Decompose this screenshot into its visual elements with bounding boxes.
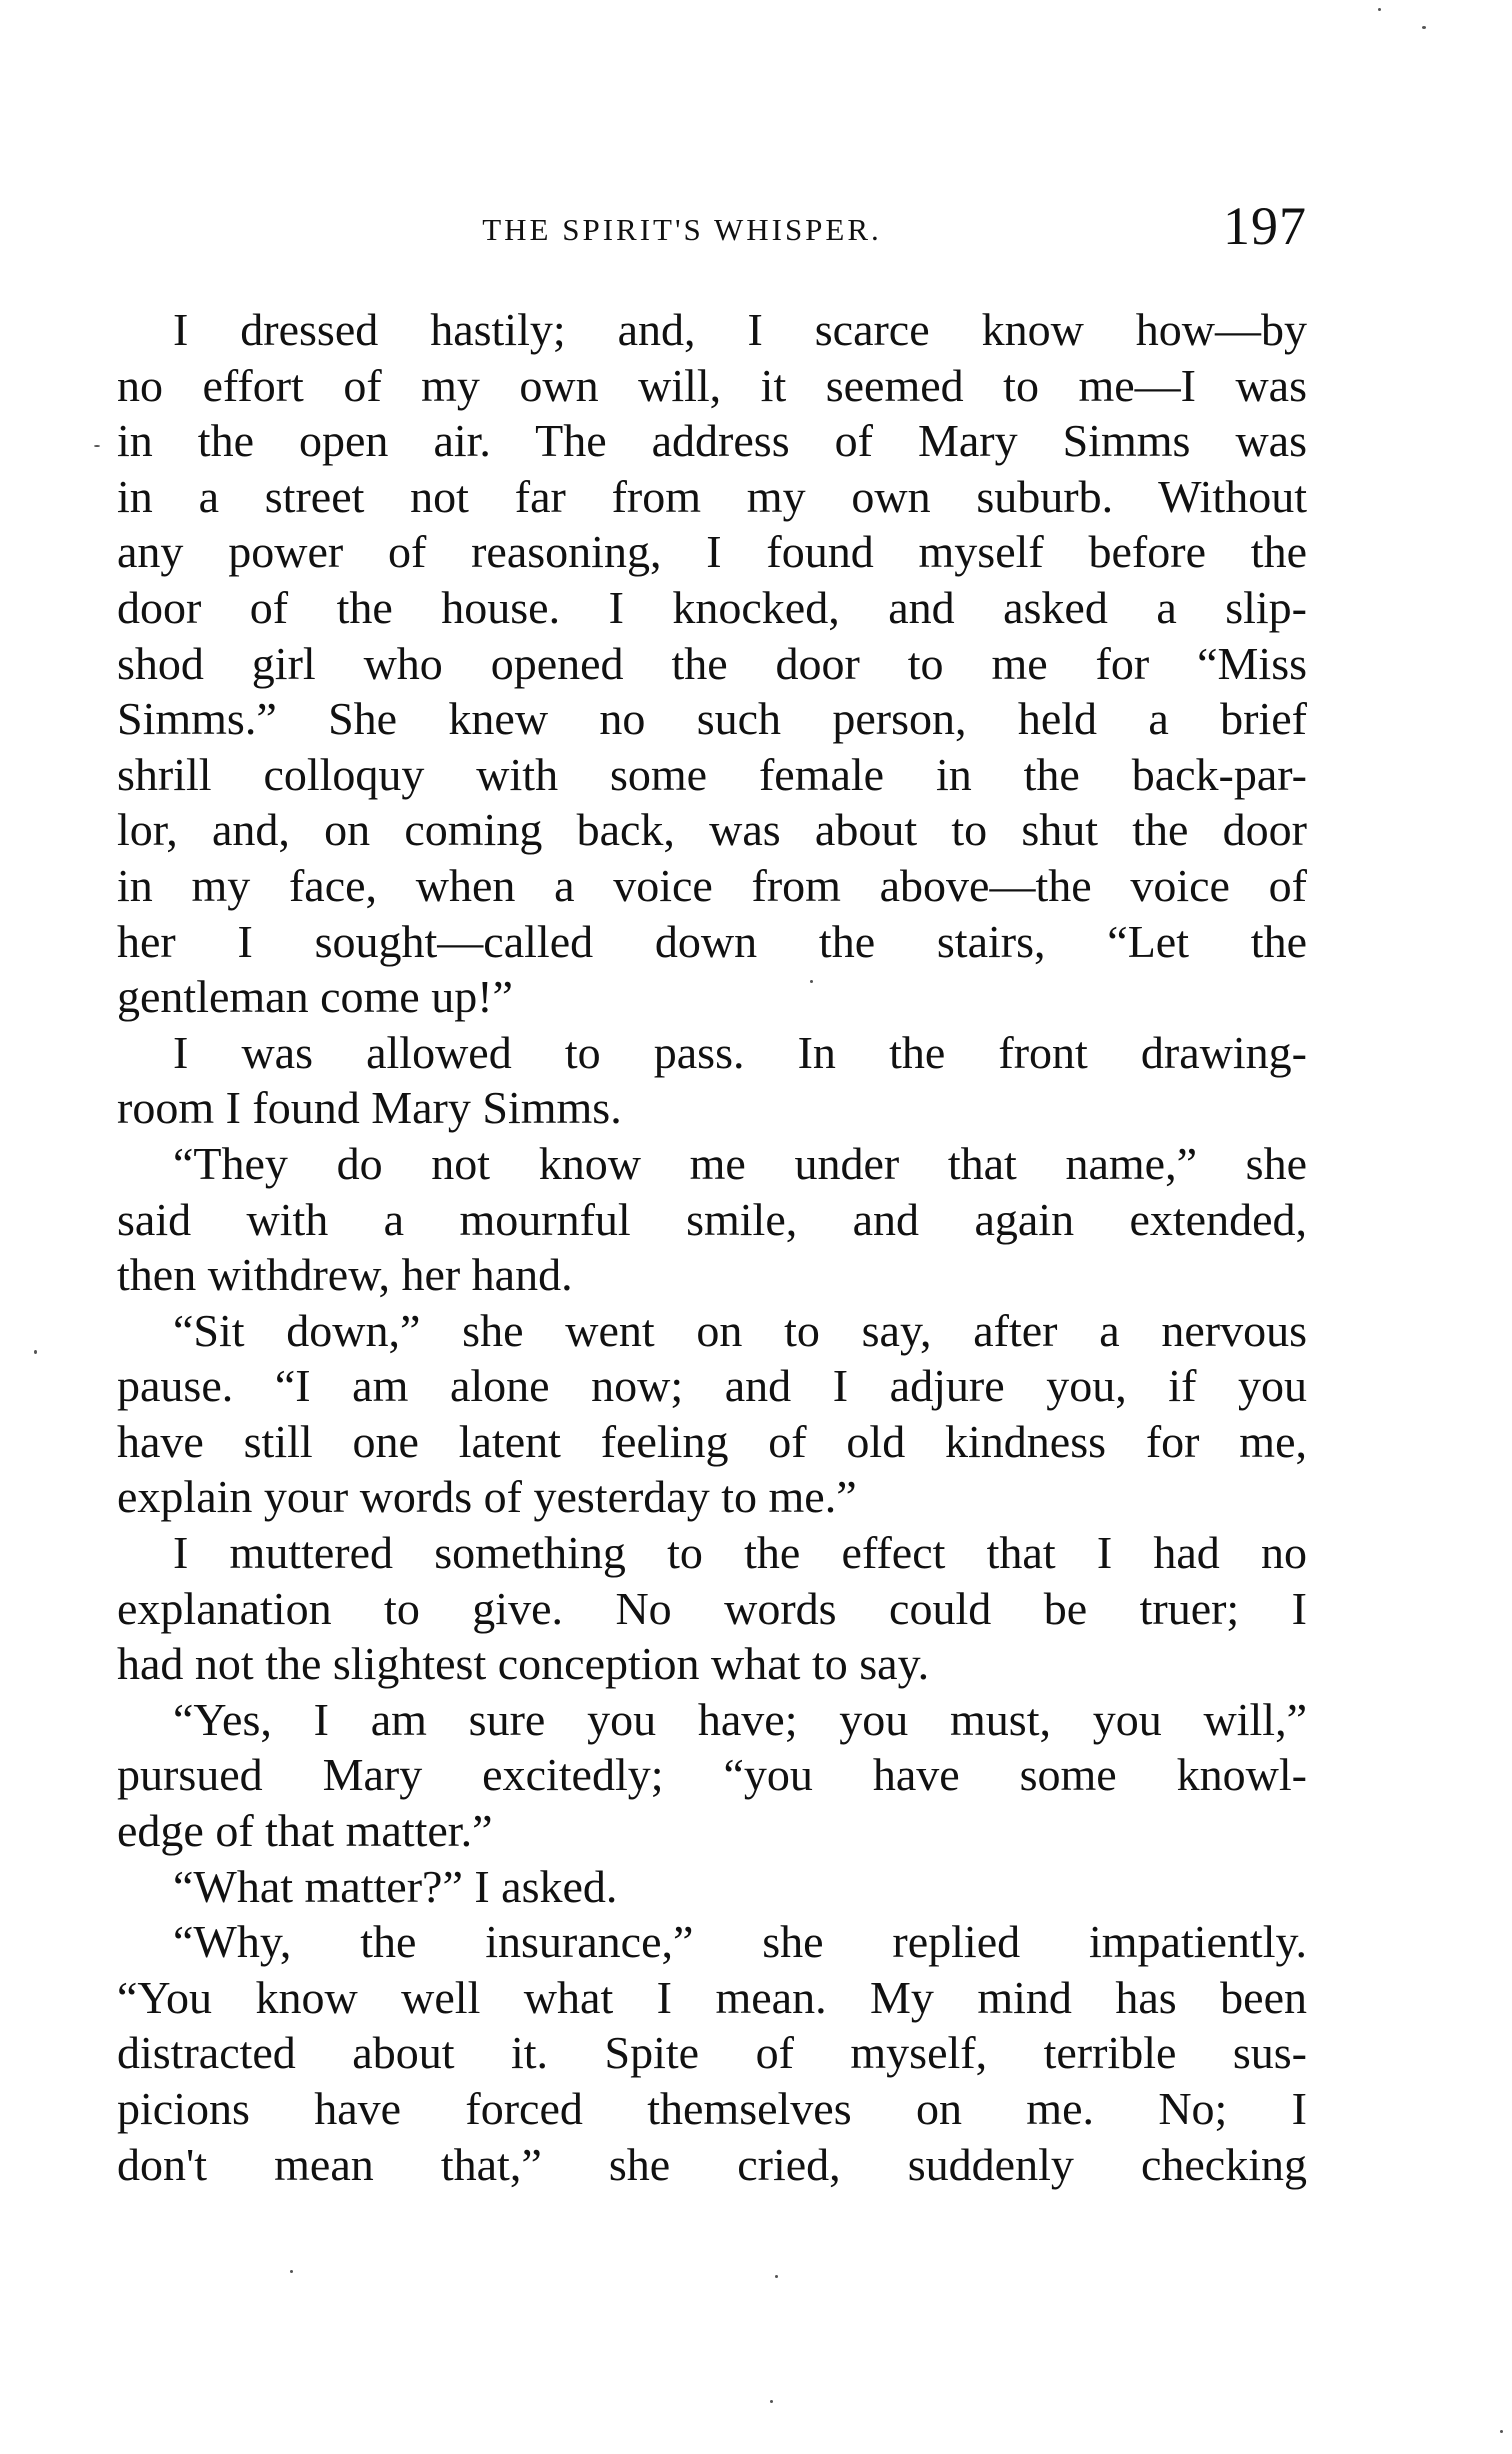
text-line: then withdrew, her hand. — [117, 1249, 573, 1301]
scan-speck — [1378, 8, 1381, 11]
text-line: had not the slightest conception what to say. — [117, 1638, 930, 1690]
text-line: door of the house. I knocked, and asked a slip- — [117, 581, 1307, 633]
scan-speck — [94, 445, 100, 447]
text-line: in the open air. The address of Mary Simms was — [117, 415, 1307, 467]
text-line: room I found Mary Simms. — [117, 1082, 622, 1134]
running-title: THE SPIRIT'S WHISPER. — [482, 212, 882, 247]
text-line: pause. “I am alone now; and I adjure you, if you — [117, 1360, 1307, 1412]
text-line: “Sit down,” she went on to say, after a nervous — [173, 1304, 1307, 1356]
page-number: 197 — [1223, 196, 1307, 256]
body-text — [117, 302, 1307, 2192]
text-line: pursued Mary excitedly; “you have some knowl- — [117, 1749, 1307, 1801]
text-line: “Why, the insurance,” she replied impatiently. — [173, 1916, 1307, 1968]
text-line: no effort of my own will, it seemed to me—I was — [117, 359, 1307, 411]
text-line: I dressed hastily; and, I scarce know how—by — [173, 304, 1307, 355]
page-header — [117, 196, 1307, 260]
text-line: explanation to give. No words could be truer; I — [117, 1582, 1307, 1634]
scan-speck — [34, 1350, 37, 1354]
text-line: “They do not know me under that name,” she — [173, 1137, 1307, 1189]
text-line: in a street not far from my own suburb. Without — [117, 470, 1307, 522]
text-line: explain your words of yesterday to me.” — [117, 1471, 857, 1523]
text-line: lor, and, on coming back, was about to shut the door — [117, 804, 1307, 856]
text-line: shrill colloquy with some female in the back-par- — [117, 748, 1307, 800]
scan-speck — [810, 980, 813, 983]
text-line: don't mean that,” she cried, suddenly checking — [117, 2138, 1307, 2190]
scan-speck — [1422, 26, 1426, 29]
text-line: shod girl who opened the door to me for “Miss — [117, 637, 1307, 689]
text-line: in my face, when a voice from above—the voice of — [117, 859, 1307, 911]
text-line: “Yes, I am sure you have; you must, you will,” — [173, 1693, 1307, 1745]
text-line: “You know well what I mean. My mind has been — [117, 1971, 1307, 2023]
text-line: picions have forced themselves on me. No; I — [117, 2083, 1307, 2134]
text-line: I muttered something to the effect that I had no — [173, 1527, 1307, 1579]
text-line: said with a mournful smile, and again extended, — [117, 1193, 1307, 1245]
scan-speck — [290, 2270, 293, 2273]
text-line: edge of that matter.” — [117, 1805, 493, 1857]
scan-speck — [770, 2400, 773, 2403]
text-line: her I sought—called down the stairs, “Let the — [117, 915, 1307, 967]
text-line: any power of reasoning, I found myself before the — [117, 526, 1307, 578]
text-line: have still one latent feeling of old kindness for me, — [117, 1415, 1307, 1467]
text-line: Simms.” She knew no such person, held a brief — [117, 693, 1307, 745]
text-line: I was allowed to pass. In the front drawing- — [173, 1026, 1307, 1078]
text-line: distracted about it. Spite of myself, terrible sus- — [117, 2027, 1307, 2079]
scan-speck — [775, 2275, 778, 2278]
text-line: “What matter?” I asked. — [173, 1860, 618, 1912]
text-line: gentleman come up!” — [117, 971, 513, 1023]
scan-speck — [1500, 2430, 1503, 2433]
